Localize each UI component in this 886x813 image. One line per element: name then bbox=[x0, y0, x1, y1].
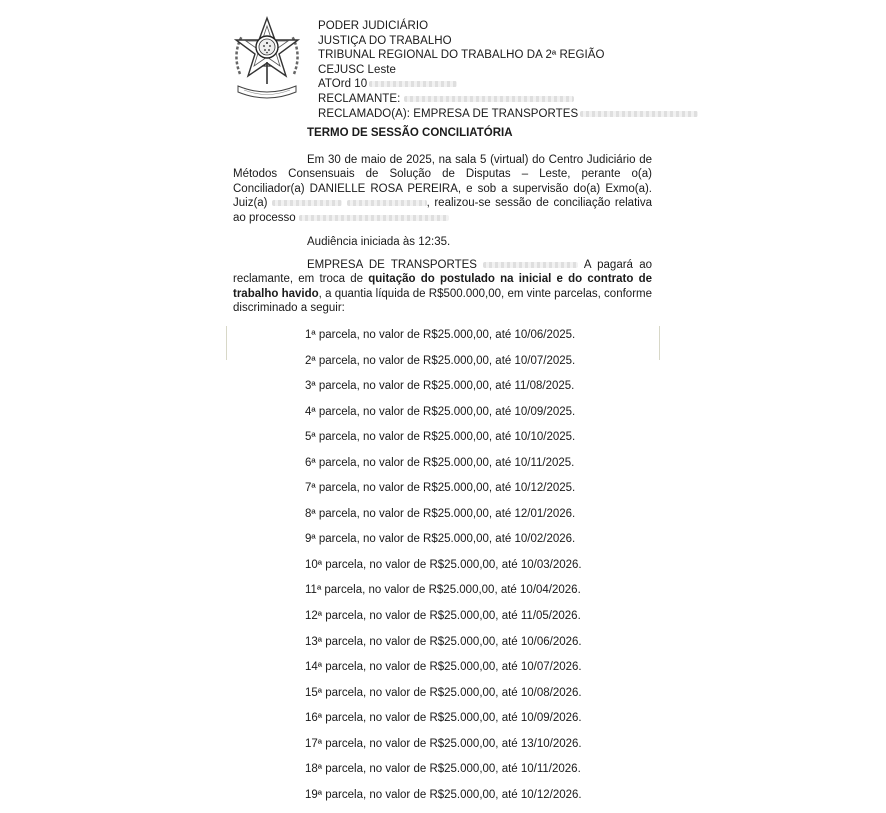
header-claimant: RECLAMANTE: bbox=[318, 92, 401, 105]
installment-item: 14ª parcela, no valor de R$25.000,00, até 10/07/2026. bbox=[305, 661, 582, 674]
header-process: ATOrd 10 bbox=[318, 78, 368, 91]
redaction-mark bbox=[580, 111, 698, 117]
hearing-start: Audiência iniciada às 12:35. bbox=[307, 236, 451, 248]
installment-item: 11ª parcela, no valor de R$25.000,00, até 10/04/2026. bbox=[305, 584, 581, 597]
redaction-mark bbox=[404, 96, 574, 102]
header-claimant-line bbox=[318, 92, 698, 107]
redaction-mark bbox=[483, 262, 578, 268]
installment-item: 13ª parcela, no valor de R$25.000,00, até 10/06/2026. bbox=[305, 635, 582, 648]
installment-item: 3ª parcela, no valor de R$25.000,00, até 11/08/2025. bbox=[305, 380, 575, 393]
payment-text-b: , a quantia líquida de R$500.000,00, em vinte parcelas, conforme discriminado a seguir: bbox=[233, 287, 652, 315]
installment-item: 8ª parcela, no valor de R$25.000,00, até 12/01/2026. bbox=[305, 507, 576, 520]
payment-company: EMPRESA DE TRANSPORTES bbox=[307, 259, 477, 271]
installment-item: 19ª parcela, no valor de R$25.000,00, até 10/12/2026. bbox=[305, 788, 582, 801]
redaction-mark bbox=[347, 200, 427, 206]
installment-item: 17ª parcela, no valor de R$25.000,00, até 13/10/2026. bbox=[305, 737, 582, 750]
installment-item: 4ª parcela, no valor de R$25.000,00, até 10/09/2025. bbox=[305, 405, 576, 418]
header-cejusc: CEJUSC Leste bbox=[318, 63, 396, 76]
installment-item: 18ª parcela, no valor de R$25.000,00, até 10/11/2026. bbox=[305, 763, 581, 776]
session-text-a: Em 30 de maio de 2025, na sala 5 (virtual) do Centro Judiciário de Métodos Consensuais de Solução de Disputas – Leste, perante o(a) Conciliador(a) DANIELLE ROSA PEREIRA, e sob a supervisão do(a) Exmo(a). Juiz(a) bbox=[233, 154, 652, 210]
header-defendant: RECLAMADO(A): EMPRESA DE TRANSPORTES bbox=[318, 107, 579, 120]
installment-item: 6ª parcela, no valor de R$25.000,00, até 10/11/2025. bbox=[305, 456, 575, 469]
installment-item: 1ª parcela, no valor de R$25.000,00, até 10/06/2025. bbox=[305, 329, 576, 341]
redaction-mark bbox=[299, 215, 449, 221]
header-process-line bbox=[318, 77, 698, 92]
installment-item: 2ª parcela, no valor de R$25.000,00, até 10/07/2025. bbox=[305, 354, 576, 367]
installment-item: 16ª parcela, no valor de R$25.000,00, até 10/09/2026. bbox=[305, 712, 582, 725]
payment-text-a: A pagará ao reclamante, em troca de bbox=[233, 259, 652, 286]
document-title: TERMO DE SESSÃO CONCILIATÓRIA bbox=[307, 127, 513, 139]
coat-of-arms-icon bbox=[230, 14, 304, 102]
margin-guide-right bbox=[659, 326, 660, 360]
redaction-mark bbox=[272, 200, 342, 206]
installments-list bbox=[305, 328, 582, 813]
header-defendant-line bbox=[318, 107, 698, 122]
payment-paragraph bbox=[233, 258, 652, 316]
installment-item: 12ª parcela, no valor de R$25.000,00, até 11/05/2026. bbox=[305, 610, 581, 623]
payment-bold-text: quitação do postulado na inicial e do contrato de trabalho havido bbox=[233, 273, 652, 300]
redaction-mark bbox=[369, 81, 457, 87]
installment-item: 10ª parcela, no valor de R$25.000,00, até 10/03/2026. bbox=[305, 558, 582, 571]
installment-item: 9ª parcela, no valor de R$25.000,00, até 10/02/2026. bbox=[305, 533, 576, 546]
installment-item: 5ª parcela, no valor de R$25.000,00, até 10/10/2025. bbox=[305, 431, 576, 444]
header-justice: JUSTIÇA DO TRABALHO bbox=[318, 34, 452, 47]
header-power: PODER JUDICIÁRIO bbox=[318, 20, 429, 32]
header-tribunal: TRIBUNAL REGIONAL DO TRABALHO DA 2ª REGIÃO bbox=[318, 49, 605, 62]
installment-item: 7ª parcela, no valor de R$25.000,00, até 10/12/2025. bbox=[305, 482, 576, 495]
session-paragraph bbox=[233, 153, 652, 225]
document-header bbox=[318, 19, 698, 121]
session-text-b: , realizou-se sessão de conciliação relativa ao processo bbox=[233, 197, 652, 224]
margin-guide-left bbox=[226, 326, 227, 360]
installment-item: 15ª parcela, no valor de R$25.000,00, até 10/08/2026. bbox=[305, 686, 582, 699]
